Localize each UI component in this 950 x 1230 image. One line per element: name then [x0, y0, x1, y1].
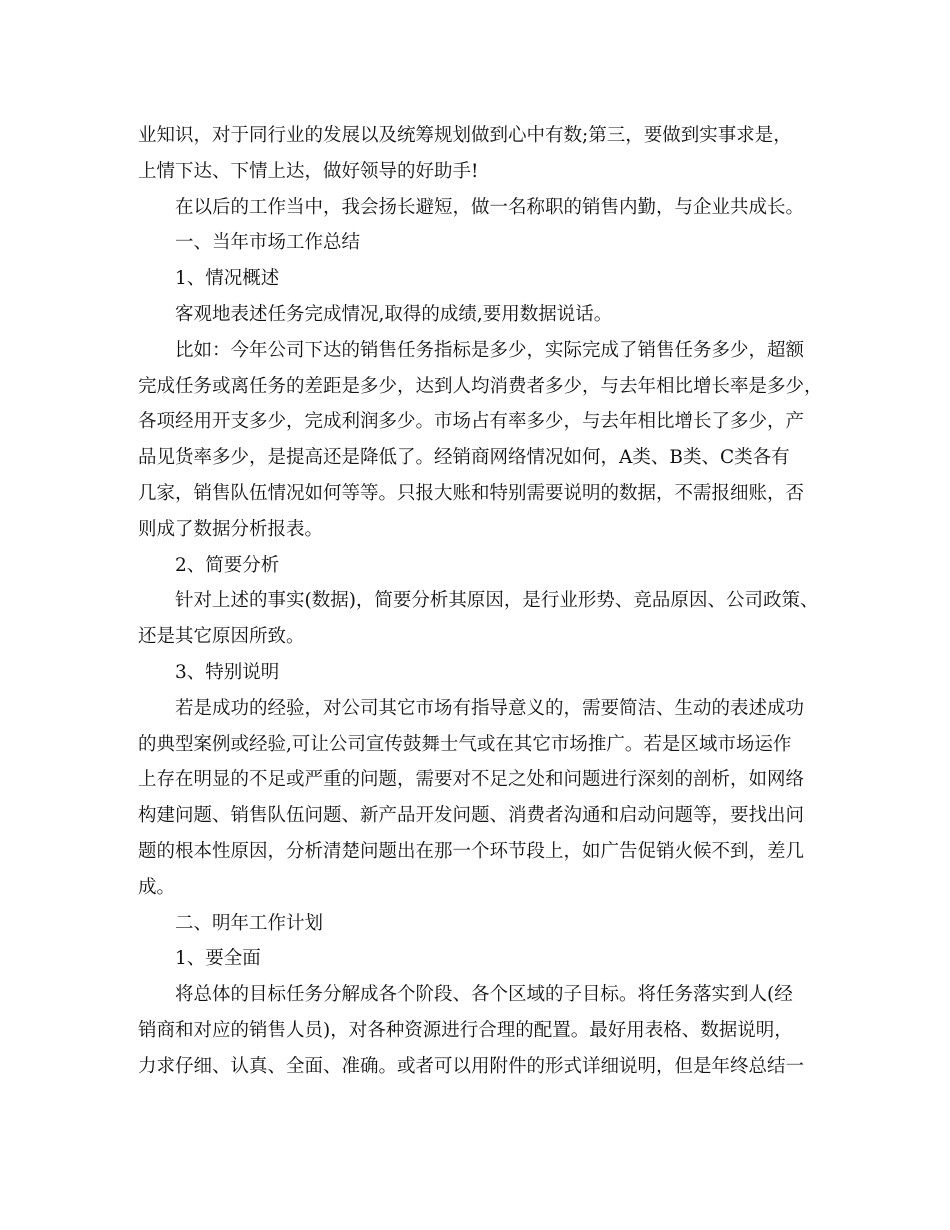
text-line: 1、情况概述 [175, 268, 280, 290]
text-line: 将总体的目标任务分解成各个阶段、各个区域的子目标。将任务落实到人(经 [175, 984, 793, 1006]
text-line: 构建问题、销售队伍问题、新产品开发问题、消费者沟通和启动问题等，要找出问 [138, 805, 805, 827]
text-line: 1、要全面 [175, 948, 261, 970]
text-line: 一、当年市场工作总结 [175, 232, 361, 254]
text-line: 品见货率多少，是提高还是降低了。经销商网络情况如何，A类、B类、C类各有 [138, 447, 790, 469]
text-line: 力求仔细、认真、全面、准确。或者可以用附件的形式详细说明，但是年终总结一 [138, 1055, 805, 1077]
text-line: 业知识，对于同行业的发展以及统筹规划做到心中有数;第三，要做到实事求是， [138, 125, 792, 146]
text-line: 成。 [138, 876, 176, 898]
text-line: 销商和对应的销售人员)，对各种资源进行合理的配置。最好用表格、数据说明， [138, 1019, 793, 1041]
text-line: 几家，销售队伍情况如何等等。只报大账和特别需要说明的数据，不需报细账，否 [138, 482, 805, 504]
text-line: 上存在明显的不足或严重的问题，需要对不足之处和问题进行深刻的剖析，如网络 [138, 769, 805, 791]
text-line: 各项经用开支多少，完成利润多少。市场占有率多少，与去年相比增长了多少，产 [138, 411, 805, 433]
text-line: 比如：今年公司下达的销售任务指标是多少，实际完成了销售任务多少，超额 [175, 339, 805, 361]
text-line: 上情下达、下情上达，做好领导的好助手! [138, 160, 479, 182]
text-line: 在以后的工作当中，我会扬长避短，做一名称职的销售内勤，与企业共成长。 [175, 196, 805, 218]
text-line: 的典型案例或经验,可让公司宣传鼓舞士气或在其它市场推广。若是区域市场运作 [138, 733, 792, 755]
text-line: 则成了数据分析报表。 [138, 518, 324, 540]
text-line: 客观地表述任务完成情况,取得的成绩,要用数据说话。 [175, 303, 613, 325]
text-line: 完成任务或离任务的差距是多少，达到人均消费者多少，与去年相比增长率是多少， [138, 375, 823, 397]
text-line: 2、简要分析 [175, 554, 280, 576]
document-body [138, 118, 838, 1085]
text-line: 还是其它原因所致。 [138, 626, 305, 648]
text-line: 题的根本性原因，分析清楚问题出在那一个环节段上，如广告促销火候不到，差几 [138, 840, 805, 862]
text-line: 二、明年工作计划 [175, 912, 324, 934]
text-line: 3、特别说明 [175, 661, 280, 683]
text-line: 针对上述的事实(数据)，简要分析其原因，是行业形势、竞品原因、公司政策、 [175, 590, 819, 612]
text-line: 若是成功的经验，对公司其它市场有指导意义的，需要简洁、生动的表述成功 [175, 697, 805, 719]
